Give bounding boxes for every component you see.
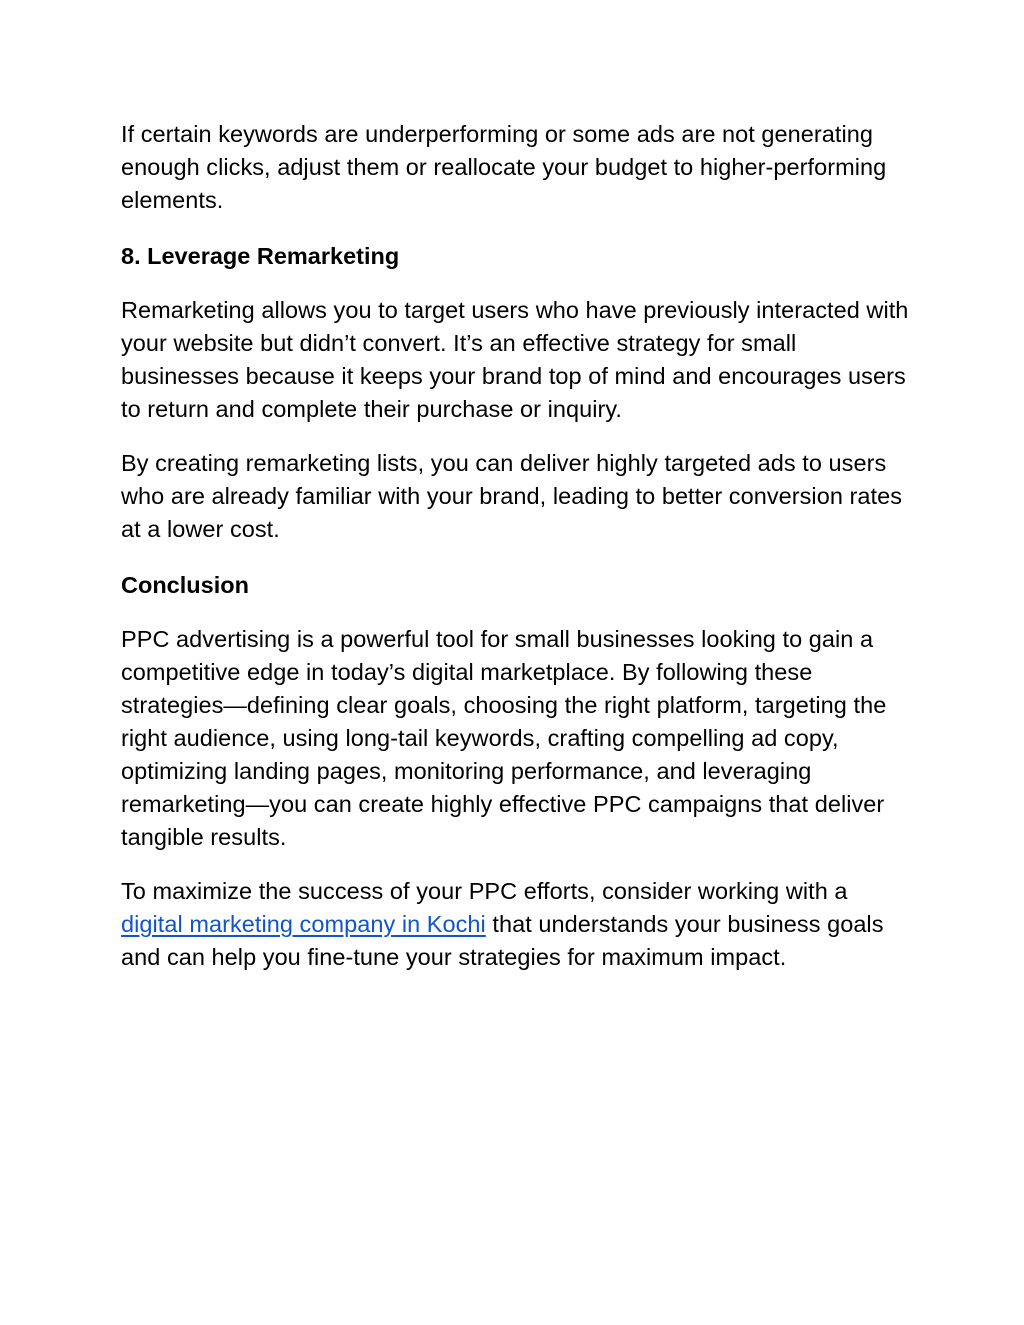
conclusion-paragraph-2 (121, 875, 911, 974)
remarketing-paragraph-1: Remarketing allows you to target users who have previously interacted with your website but didn’t convert. It’s an effective strategy for small businesses because it keeps your brand top of mind and encourages users to return and complete their purchase or inquiry. (121, 297, 909, 422)
conclusion-paragraph-1: PPC advertising is a powerful tool for small businesses looking to gain a competitive edge in today’s digital marketplace. By following these strategies—defining clear goals, choosing the right platform, targeting the right audience, using long-tail keywords, crafting compelling ad copy, optimizing landing pages, monitoring performance, and leveraging remarketing—you can create highly effective PPC campaigns that deliver tangible results. (121, 626, 887, 850)
intro-paragraph: If certain keywords are underperforming or some ads are not generating enough clicks, adjust them or reallocate your budget to higher-performing elements. (121, 121, 887, 213)
conclusion-paragraph-2-before: To maximize the success of your PPC efforts, consider working with a (121, 878, 848, 904)
section-8-heading: 8. Leverage Remarketing (121, 243, 400, 269)
document-body (121, 118, 911, 974)
remarketing-paragraph-2: By creating remarketing lists, you can deliver highly targeted ads to users who are already familiar with your brand, leading to better conversion rates at a lower cost. (121, 450, 903, 542)
digital-marketing-link[interactable]: digital marketing company in Kochi (121, 911, 486, 937)
conclusion-paragraph-2-after: that understands your business goals and can help you fine-tune your strategies for maximum impact. (121, 911, 884, 970)
conclusion-heading: Conclusion (121, 572, 249, 598)
